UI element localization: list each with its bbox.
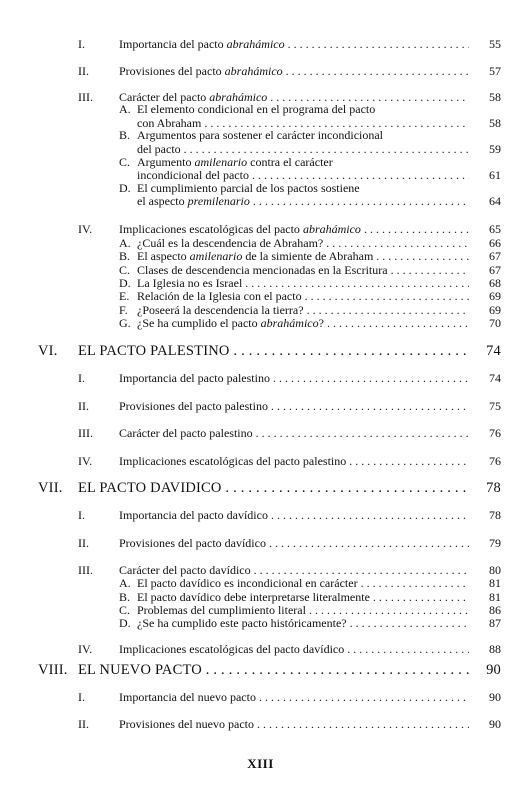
toc-entry-number: C. [119, 155, 131, 169]
toc-entry-number: F. [119, 303, 128, 317]
toc-page-number: 67 [489, 249, 501, 263]
toc-entry-title: Importancia del pacto palestino . . . [119, 371, 469, 385]
toc-page-number: 80 [489, 563, 501, 577]
toc-entry-number: B. [119, 128, 131, 142]
toc-entry-number: I. [78, 508, 85, 522]
toc-entry-number: B. [119, 249, 131, 263]
toc-entry-title: La Iglesia no es Israel . . . [137, 276, 469, 290]
toc-page-number: 67 [489, 263, 501, 277]
toc-entry-title: con Abraham . . . [137, 116, 469, 130]
toc-entry-title: Importancia del nuevo pacto . . . [119, 690, 469, 704]
toc-entry-title: El cumplimiento parcial de los pactos sostiene [137, 181, 360, 195]
toc-page-number: 90 [486, 662, 501, 678]
toc-page-number: 76 [489, 454, 501, 468]
toc-page-number: 87 [489, 616, 501, 630]
page-folio: XIII [247, 756, 274, 771]
toc-entry-title: Relación de la Iglesia con el pacto . . . [137, 289, 469, 303]
toc-entry-number: D. [119, 276, 131, 290]
toc-entry-title: EL PACTO PALESTINO . . . [78, 343, 469, 359]
toc-page-number: 64 [489, 194, 501, 208]
toc-page-number: 70 [489, 316, 501, 330]
toc-entry-title: Problemas del cumplimiento literal . . . [137, 603, 469, 617]
toc-entry-number: I. [78, 37, 85, 51]
toc-entry-title: El pacto davídico debe interpretarse literalmente . . . [137, 590, 469, 604]
toc-entry-number: II. [78, 64, 89, 78]
toc-page-number: 65 [489, 222, 501, 236]
toc-page-number: 69 [489, 289, 501, 303]
toc-entry-title: Carácter del pacto palestino . . . [119, 426, 469, 440]
toc-entry-number: G. [119, 316, 131, 330]
toc-entry-number: D. [119, 616, 131, 630]
toc-entry-title: Importancia del pacto davídico . . . [119, 508, 469, 522]
toc-entry-title: Provisiones del pacto davídico . . . [119, 536, 469, 550]
toc-entry-title: El elemento condicional en el programa del pacto [137, 102, 376, 116]
toc-page-number: 55 [489, 37, 501, 51]
toc-entry-number: IV. [78, 222, 93, 236]
toc-entry-number: VII. [38, 480, 63, 496]
toc-entry-title: Provisiones del pacto palestino . . . [119, 399, 469, 413]
toc-entry-title: Argumentos para sostener el carácter incondicional [137, 128, 384, 142]
toc-entry-title: incondicional del pacto . . . [137, 168, 469, 182]
toc-entry-title: ¿Se ha cumplido el pacto abrahámico? . . . [137, 316, 469, 330]
toc-entry-number: C. [119, 603, 131, 617]
toc-entry-number: III. [78, 563, 93, 577]
toc-entry-title: el aspecto premilenario . . . [137, 194, 469, 208]
toc-entry-title: Implicaciones escatológicas del pacto palestino . . . [119, 454, 469, 468]
toc-page-number: 75 [489, 399, 501, 413]
toc-entry-title: Provisiones del nuevo pacto . . . [119, 717, 469, 731]
toc-entry-number: A. [119, 102, 131, 116]
toc-page-number: 79 [489, 536, 501, 550]
toc-entry-title: ¿Cuál es la descendencia de Abraham? . . . [137, 236, 469, 250]
toc-entry-number: II. [78, 399, 89, 413]
toc-entry-number: D. [119, 181, 131, 195]
toc-entry-number: A. [119, 236, 131, 250]
toc-entry-title: EL PACTO DAVIDICO . . . [78, 480, 469, 496]
toc-entry-number: I. [78, 371, 85, 385]
toc-entry-title: Clases de descendencia mencionadas en la Escritura . . . [137, 263, 469, 277]
toc-entry-number: IV. [78, 454, 93, 468]
toc-entry-title: Argumento amilenario contra el carácter [137, 155, 333, 169]
toc-entry-title: ¿Se ha cumplido este pacto históricamente? . . . [137, 616, 469, 630]
toc-entry-number: E. [119, 289, 130, 303]
toc-page-number: 78 [489, 508, 501, 522]
toc-page-number: 58 [489, 116, 501, 130]
toc-entry-title: El pacto davídico es incondicional en carácter . . . [137, 576, 469, 590]
toc-page-number: 76 [489, 426, 501, 440]
toc-entry-number: A. [119, 576, 131, 590]
toc-entry-number: III. [78, 90, 93, 104]
toc-entry-title: ¿Poseerá la descendencia la tierra? . . . [137, 303, 469, 317]
toc-entry-title: Implicaciones escatológicas del pacto davídico . . . [119, 642, 469, 656]
toc-page-number: 74 [489, 371, 501, 385]
toc-entry-number: IV. [78, 642, 93, 656]
toc-entry-title: Implicaciones escatológicas del pacto abrahámico . . . [119, 222, 469, 236]
toc-entry-title: del pacto . . . [137, 142, 469, 156]
toc-entry-title: Importancia del pacto abrahámico . . . [119, 37, 469, 51]
toc-page-number: 78 [486, 480, 501, 496]
toc-entry-number: I. [78, 690, 85, 704]
toc-entry-number: VI. [38, 343, 58, 359]
toc-entry-number: II. [78, 536, 89, 550]
toc-page-number: 90 [489, 717, 501, 731]
toc-page-number: 69 [489, 303, 501, 317]
toc-entry-number: B. [119, 590, 131, 604]
toc-page-number: 68 [489, 276, 501, 290]
toc-page-number: 59 [489, 142, 501, 156]
toc-entry-number: VIII. [38, 662, 68, 678]
toc-entry-number: II. [78, 717, 89, 731]
toc-entry-title: Carácter del pacto abrahámico . . . [119, 90, 469, 104]
toc-entry-title: Carácter del pacto davídico . . . [119, 563, 469, 577]
toc-page-number: 90 [489, 690, 501, 704]
toc-page-number: 81 [489, 590, 501, 604]
toc-page-number: 88 [489, 642, 501, 656]
toc-entry-number: C. [119, 263, 131, 277]
toc-page-number: 58 [489, 90, 501, 104]
toc-page-number: 74 [486, 343, 501, 359]
toc-entry-number: III. [78, 426, 93, 440]
toc-page-number: 86 [489, 603, 501, 617]
toc-page-number: 57 [489, 64, 501, 78]
toc-entry-title: El aspecto amilenario de la simiente de Abraham . . . [137, 249, 469, 263]
toc-page-number: 61 [489, 168, 501, 182]
toc-entry-title: Provisiones del pacto abrahámico . . . [119, 64, 469, 78]
toc-entry-title: EL NUEVO PACTO . . . [78, 662, 469, 678]
toc-page-number: 81 [489, 576, 501, 590]
toc-page-number: 66 [489, 236, 501, 250]
